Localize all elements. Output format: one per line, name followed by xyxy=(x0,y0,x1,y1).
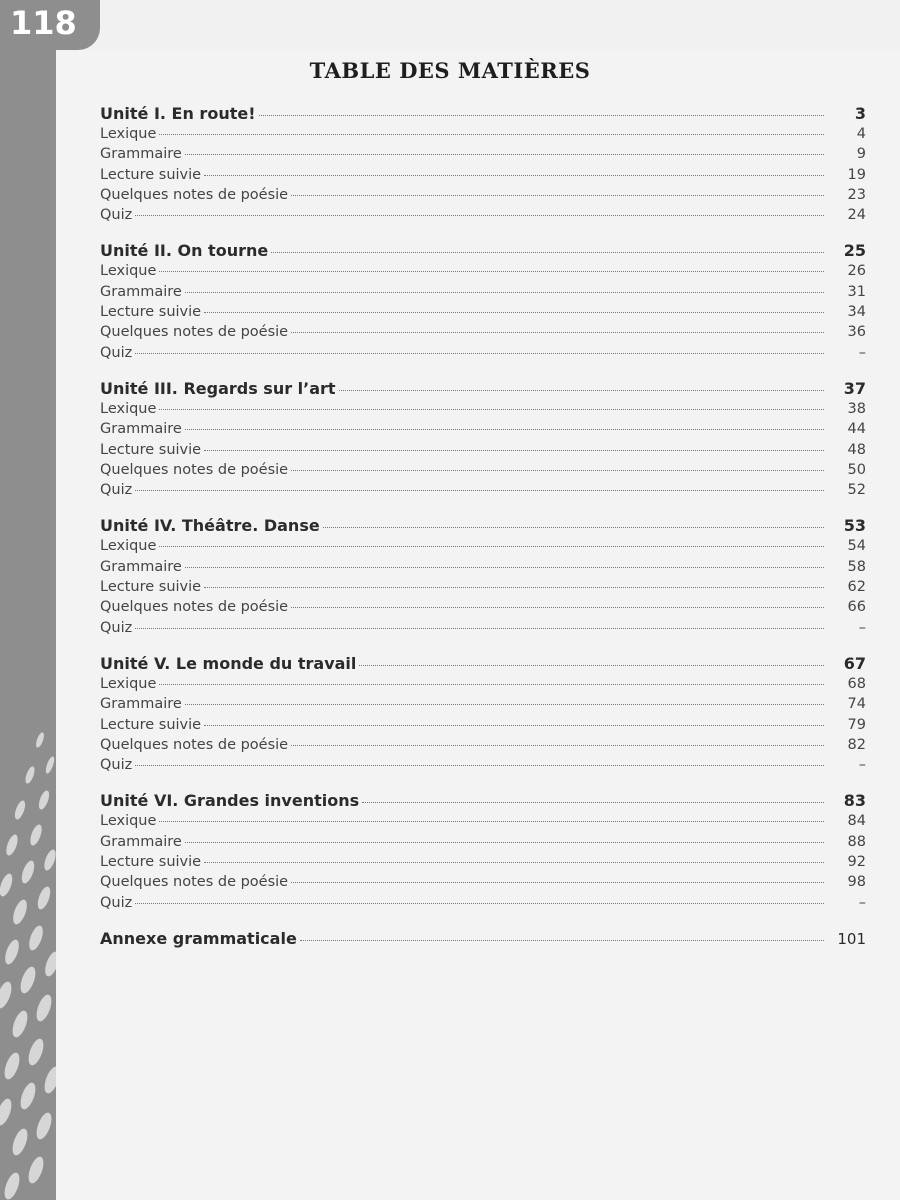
toc-entry-label: Grammaire xyxy=(100,558,182,575)
dot-leader xyxy=(291,470,824,471)
dot-leader xyxy=(185,567,824,568)
toc-entry-label: Lecture suivie xyxy=(100,579,202,596)
toc-heading-label: Unité VI. Grandes inventions xyxy=(100,791,360,811)
toc-heading-label: Annexe grammaticale xyxy=(100,928,297,948)
page-title: TABLE DES MATIÈRES xyxy=(309,58,591,83)
toc-page-number: 52 xyxy=(847,482,866,499)
toc-entry-label: Quelques notes de poésie xyxy=(100,186,289,203)
dot-leader xyxy=(291,195,824,196)
toc-page-number: 50 xyxy=(847,461,866,478)
toc-entry[interactable] xyxy=(100,717,866,737)
dot-leader xyxy=(185,292,824,293)
toc-page-number: 58 xyxy=(847,558,866,575)
dot-leader xyxy=(135,353,824,354)
dot-leader xyxy=(135,765,824,766)
toc-page-number: 44 xyxy=(847,421,866,438)
toc-entry-label: Quelques notes de poésie xyxy=(100,599,289,616)
toc-entry[interactable] xyxy=(100,854,866,874)
dot-leader xyxy=(339,390,824,391)
toc-entry[interactable] xyxy=(100,895,866,915)
dot-leader xyxy=(291,745,824,746)
toc-entry-label: Quiz xyxy=(100,344,133,361)
toc-entry-label: Grammaire xyxy=(100,696,182,713)
toc-page-number: 48 xyxy=(847,441,866,458)
toc-page-number: 24 xyxy=(847,207,866,224)
toc-unit-heading[interactable] xyxy=(100,241,866,263)
dot-leader xyxy=(204,725,824,726)
toc-entry-label: Grammaire xyxy=(100,283,182,300)
toc-unit-heading[interactable] xyxy=(100,516,866,538)
table-of-contents xyxy=(100,104,866,951)
dot-leader xyxy=(135,215,824,216)
toc-page-number: 4 xyxy=(856,126,866,142)
toc-entry[interactable] xyxy=(100,284,866,304)
dot-leader xyxy=(159,821,824,822)
dot-leader xyxy=(204,587,824,588)
toc-entry[interactable] xyxy=(100,263,866,283)
dot-leader xyxy=(291,607,824,608)
toc-entry-label: Lecture suivie xyxy=(100,166,202,183)
toc-entry[interactable] xyxy=(100,442,866,462)
dot-leader xyxy=(185,154,824,155)
toc-page-number: 34 xyxy=(847,304,866,321)
toc-entry[interactable] xyxy=(100,401,866,421)
page-number: 118 xyxy=(10,4,77,42)
toc-entry-label: Quelques notes de poésie xyxy=(100,461,289,478)
toc-page-number: 26 xyxy=(847,263,866,280)
toc-page-number: 31 xyxy=(847,283,866,300)
toc-entry[interactable] xyxy=(100,834,866,854)
dot-leader xyxy=(204,862,824,863)
toc-entry[interactable] xyxy=(100,207,866,227)
toc-page-number: 84 xyxy=(847,813,866,830)
toc-page-number: – xyxy=(858,757,866,774)
toc-entry-label: Quiz xyxy=(100,207,133,224)
dot-leader xyxy=(135,628,824,629)
dot-leader xyxy=(204,312,824,313)
dot-leader xyxy=(159,134,824,135)
dot-leader xyxy=(159,271,824,272)
toc-entry-label: Grammaire xyxy=(100,146,182,163)
dot-leader xyxy=(185,429,824,430)
toc-heading-label: Unité II. On tourne xyxy=(100,241,269,261)
toc-entry[interactable] xyxy=(100,304,866,324)
toc-page-number: 9 xyxy=(856,146,866,163)
dot-leader xyxy=(135,903,824,904)
toc-page-number: 68 xyxy=(847,675,866,692)
dot-leader xyxy=(159,684,824,685)
toc-page-number: 67 xyxy=(843,653,866,673)
toc-entry[interactable] xyxy=(100,462,866,482)
toc-entry[interactable] xyxy=(100,421,866,441)
toc-entry-label: Quelques notes de poésie xyxy=(100,324,289,341)
toc-page-number: 19 xyxy=(847,166,866,183)
toc-unit xyxy=(100,654,866,777)
dot-leader xyxy=(159,546,824,547)
toc-entry-label: Grammaire xyxy=(100,421,182,438)
toc-unit-heading[interactable] xyxy=(100,654,866,676)
toc-page-number: 92 xyxy=(847,854,866,871)
toc-entry[interactable] xyxy=(100,146,866,166)
toc-unit xyxy=(100,379,866,502)
toc-heading-label: Unité V. Le monde du travail xyxy=(100,653,357,673)
toc-page-number: 101 xyxy=(837,929,866,948)
toc-unit xyxy=(100,791,866,914)
toc-entry-label: Lexique xyxy=(100,813,157,830)
toc-heading-label: Unité III. Regards sur l’art xyxy=(100,378,336,398)
toc-page-number: 3 xyxy=(854,104,866,123)
toc-entry-label: Quelques notes de poésie xyxy=(100,874,289,891)
toc-page-number: 38 xyxy=(847,400,866,417)
toc-entry[interactable] xyxy=(100,559,866,579)
toc-page-number: – xyxy=(858,894,866,911)
dot-leader xyxy=(135,490,824,491)
toc-entry-label: Lecture suivie xyxy=(100,304,202,321)
toc-page-number: 62 xyxy=(847,579,866,596)
toc-entry[interactable] xyxy=(100,167,866,187)
toc-entry-label: Lexique xyxy=(100,675,157,692)
toc-entry[interactable] xyxy=(100,579,866,599)
toc-entry[interactable] xyxy=(100,874,866,894)
page-side-band xyxy=(0,0,56,1200)
toc-page-number: 36 xyxy=(847,324,866,341)
toc-entry[interactable] xyxy=(100,757,866,777)
toc-page-number: 66 xyxy=(847,599,866,616)
dot-leader xyxy=(359,665,824,666)
toc-entry[interactable] xyxy=(100,599,866,619)
toc-entry-label: Lecture suivie xyxy=(100,716,202,733)
toc-entry-label: Lexique xyxy=(100,126,157,142)
toc-entry-label: Quelques notes de poésie xyxy=(100,736,289,753)
toc-entry-label: Lecture suivie xyxy=(100,441,202,458)
toc-entry-label: Lexique xyxy=(100,263,157,280)
toc-entry-label: Lecture suivie xyxy=(100,854,202,871)
toc-entry[interactable] xyxy=(100,696,866,716)
toc-entry[interactable] xyxy=(100,676,866,696)
toc-page-number: 25 xyxy=(843,241,866,261)
toc-page-number: 23 xyxy=(847,186,866,203)
dot-leader xyxy=(159,409,824,410)
dot-leader xyxy=(291,332,824,333)
toc-entry[interactable] xyxy=(100,620,866,640)
toc-entry[interactable] xyxy=(100,737,866,757)
toc-unit-heading[interactable] xyxy=(100,379,866,401)
toc-annex-entry[interactable] xyxy=(100,929,866,951)
toc-page-number: – xyxy=(858,344,866,361)
toc-entry[interactable] xyxy=(100,345,866,365)
toc-unit-heading[interactable] xyxy=(100,791,866,813)
toc-entry-label: Lexique xyxy=(100,400,157,417)
toc-entry-label: Quiz xyxy=(100,619,133,636)
dot-leader xyxy=(204,175,824,176)
toc-entry-label: Grammaire xyxy=(100,833,182,850)
toc-page-number: 79 xyxy=(847,716,866,733)
dot-leader xyxy=(362,802,824,803)
toc-page-number: 54 xyxy=(847,538,866,555)
toc-unit xyxy=(100,516,866,639)
toc-page-number: 83 xyxy=(843,791,866,811)
toc-entry[interactable] xyxy=(100,538,866,558)
toc-heading-label: Unité IV. Théâtre. Danse xyxy=(100,516,320,536)
toc-entry[interactable] xyxy=(100,482,866,502)
toc-page-number: 37 xyxy=(843,378,866,398)
decorative-dot-pattern xyxy=(0,720,56,1200)
dot-leader xyxy=(300,940,824,941)
toc-unit-heading[interactable] xyxy=(100,104,866,126)
toc-page-number: 74 xyxy=(847,696,866,713)
toc-page-number: 82 xyxy=(847,736,866,753)
toc-entry[interactable] xyxy=(100,126,866,146)
toc-entry-label: Lexique xyxy=(100,538,157,555)
dot-leader xyxy=(271,252,824,253)
dot-leader xyxy=(185,704,824,705)
toc-entry[interactable] xyxy=(100,324,866,344)
dot-leader xyxy=(323,527,824,528)
toc-unit xyxy=(100,241,866,364)
toc-page-number: 98 xyxy=(847,874,866,891)
page-number-tab xyxy=(0,0,100,50)
toc-entry[interactable] xyxy=(100,187,866,207)
dot-leader xyxy=(291,882,824,883)
toc-entry[interactable] xyxy=(100,813,866,833)
toc-entry-label: Quiz xyxy=(100,757,133,774)
dot-leader xyxy=(204,450,824,451)
dot-leader xyxy=(185,842,824,843)
toc-heading-label: Unité I. En route! xyxy=(100,104,256,123)
toc-entry-label: Quiz xyxy=(100,894,133,911)
dot-leader xyxy=(259,115,825,116)
toc-unit xyxy=(100,104,866,227)
toc-page-number: 88 xyxy=(847,833,866,850)
toc-page-number: 53 xyxy=(843,516,866,536)
toc-page-number: – xyxy=(858,619,866,636)
toc-entry-label: Quiz xyxy=(100,482,133,499)
